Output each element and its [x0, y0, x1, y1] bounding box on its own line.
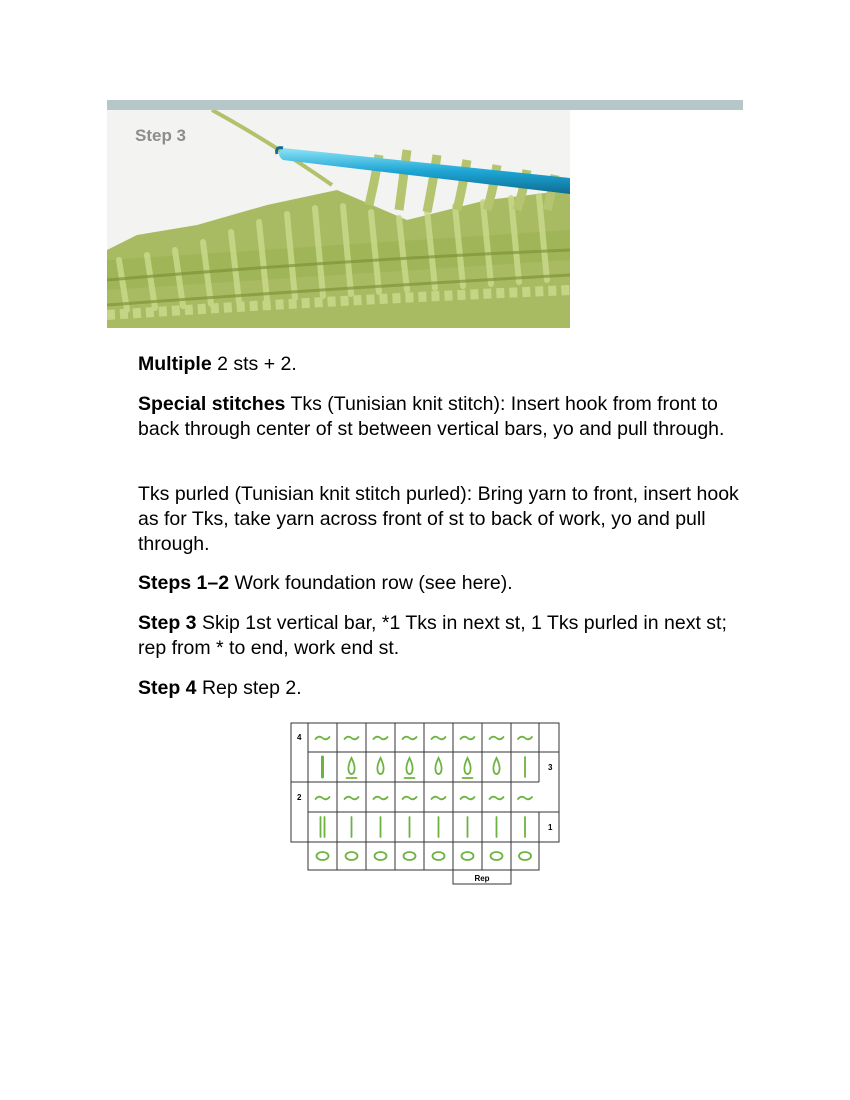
return-pass-symbol — [432, 797, 446, 800]
return-pass-symbol — [374, 737, 388, 740]
chain-symbol — [433, 852, 445, 860]
paragraph-bold: Multiple — [138, 353, 212, 375]
return-pass-symbol — [490, 737, 504, 740]
tks-symbol — [406, 758, 412, 774]
return-pass-symbol — [461, 797, 475, 800]
tks-symbol — [464, 758, 470, 774]
paragraph-bold: Steps 1–2 — [138, 572, 230, 594]
chain-symbol — [491, 852, 503, 860]
return-pass-symbol — [518, 737, 532, 740]
paragraph-bold: Step 3 — [138, 612, 197, 634]
stitch-chart — [289, 721, 561, 889]
tks-symbol — [435, 758, 441, 774]
paragraph-step-4 — [138, 676, 748, 701]
paragraph-text: Work foundation row (see here). — [229, 572, 513, 594]
chain-symbol — [375, 852, 387, 860]
tks-symbol — [348, 758, 354, 774]
tks-symbol — [493, 758, 499, 774]
step-photo — [107, 110, 570, 328]
return-pass-symbol — [316, 737, 330, 740]
return-pass-symbol — [461, 737, 475, 740]
return-pass-symbol — [403, 797, 417, 800]
paragraph-bold: Special stitches — [138, 393, 286, 415]
chain-symbol — [346, 852, 358, 860]
photo-step-label: Step 3 — [135, 126, 187, 145]
tks-symbol — [377, 758, 383, 774]
paragraph-step-3 — [138, 611, 748, 661]
chain-symbol — [462, 852, 474, 860]
chart-row-label-2: 2 — [297, 793, 302, 802]
header-rule — [107, 100, 743, 110]
paragraph-tks-purled — [138, 482, 748, 557]
return-pass-symbol — [403, 737, 417, 740]
chart-row-label-4: 4 — [297, 733, 302, 742]
paragraph-steps-1-2 — [138, 571, 748, 596]
chain-symbol — [317, 852, 329, 860]
chart-repeat-label: Rep — [474, 874, 490, 883]
paragraph-text: Tks (Tunisian knit stitch): Insert hook from front to back through center of st between vertical bars, yo and pull through. — [138, 393, 725, 440]
return-pass-symbol — [518, 797, 532, 800]
paragraph-text: 2 sts + 2. — [211, 353, 297, 375]
return-pass-symbol — [432, 737, 446, 740]
paragraph-text: Rep step 2. — [196, 677, 302, 699]
paragraph-text: Skip 1st vertical bar, *1 Tks in next st, 1 Tks purled in next st; rep from * to end, work end st. — [138, 612, 727, 659]
return-pass-symbol — [316, 797, 330, 800]
paragraph-bold: Step 4 — [138, 677, 197, 699]
chart-row-label-3: 3 — [548, 763, 553, 772]
paragraph-text: Tks purled (Tunisian knit stitch purled): Bring yarn to front, insert hook as for Tks, take yarn across front of st to back of work, yo and pull through. — [138, 483, 739, 555]
return-pass-symbol — [490, 797, 504, 800]
return-pass-symbol — [374, 797, 388, 800]
chart-row-label-1: 1 — [548, 823, 553, 832]
return-pass-symbol — [345, 737, 359, 740]
chain-symbol — [404, 852, 416, 860]
chain-symbol — [519, 852, 531, 860]
paragraph-multiple — [138, 352, 748, 377]
paragraph-special-stitches — [138, 392, 748, 442]
return-pass-symbol — [345, 797, 359, 800]
